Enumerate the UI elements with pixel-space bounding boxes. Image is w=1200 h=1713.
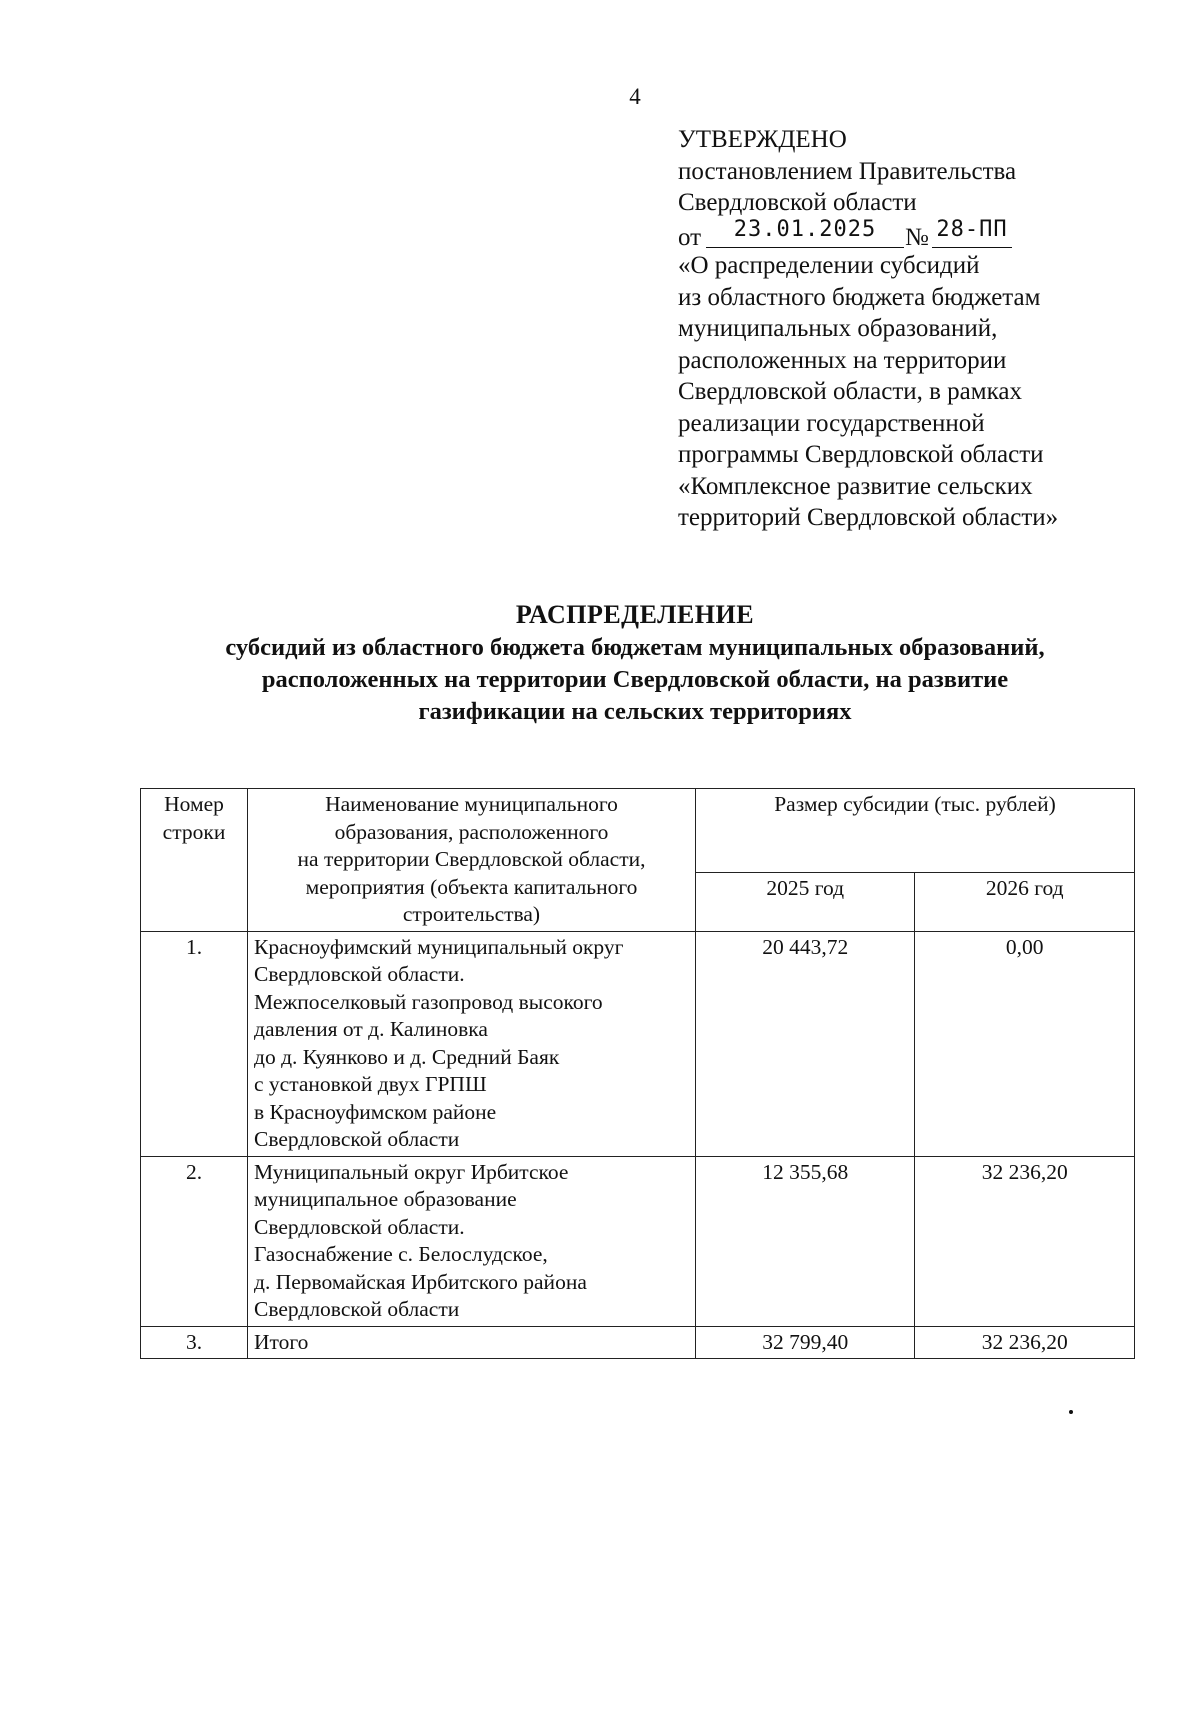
table-row-total xyxy=(141,1326,1135,1359)
approval-title-line: «Комплексное развитие сельских xyxy=(678,472,1033,500)
distribution-table xyxy=(140,788,1135,1359)
row-name-line: Свердловской области. xyxy=(254,1214,465,1239)
header-text-line: мероприятия (объекта капитального xyxy=(305,874,638,899)
row-name-line: Свердловской области xyxy=(254,1297,460,1321)
row-name xyxy=(248,931,696,1156)
row-name-line: давления от д. Калиновка xyxy=(254,1017,488,1041)
number-label: № xyxy=(905,223,929,251)
row-value-2025: 20 443,72 xyxy=(696,931,915,1156)
row-number: 1. xyxy=(141,931,248,1156)
header-year-2025: 2025 год xyxy=(696,873,915,932)
row-name-line: Итого xyxy=(254,1329,309,1354)
row-value-2026: 32 236,20 xyxy=(915,1326,1135,1359)
header-text-line: Номер xyxy=(164,792,224,816)
approval-title-line: из областного бюджета бюджетам xyxy=(678,283,1041,311)
row-name-line: Газоснабжение с. Белослудское, xyxy=(254,1242,548,1266)
row-number: 3. xyxy=(141,1326,248,1359)
scan-dot xyxy=(1069,1410,1073,1414)
row-name-line: Муниципальный округ Ирбитское xyxy=(254,1159,569,1184)
title-line: расположенных на территории Свердловской области, на развитие xyxy=(261,666,1009,693)
approval-line: постановлением Правительства xyxy=(678,157,1017,185)
row-name-line: с установкой двух ГРПШ xyxy=(254,1072,487,1096)
title-line: субсидий из областного бюджета бюджетам муниципальных образований, xyxy=(225,634,1045,661)
row-value-2026: 0,00 xyxy=(915,931,1135,1156)
table-header-row xyxy=(141,789,1135,873)
title-line: газификации на сельских территориях xyxy=(418,698,852,725)
row-name-line: Свердловской области. xyxy=(254,962,465,986)
approval-block xyxy=(678,124,1128,534)
row-name-line: Свердловской области xyxy=(254,1127,460,1151)
row-name-line: муниципальное образование xyxy=(254,1187,517,1211)
header-text-line: строки xyxy=(162,819,226,844)
header-text-line: образования, расположенного xyxy=(334,819,609,844)
number-field xyxy=(932,219,1012,248)
page-number: 4 xyxy=(629,84,641,109)
row-name xyxy=(248,1326,696,1359)
header-text-line: Наименование муниципального xyxy=(325,792,618,816)
row-value-2025: 32 799,40 xyxy=(696,1326,915,1359)
table-row xyxy=(141,1156,1135,1326)
approval-title-line: «О распределении субсидий xyxy=(678,252,980,279)
header-text-line: на территории Свердловской области, xyxy=(297,847,646,871)
approval-title-line: Свердловской области, в рамках xyxy=(678,378,1022,405)
row-name-line: Красноуфимский муниципальный округ xyxy=(254,934,624,959)
header-subsidy: Размер субсидии (тыс. рублей) xyxy=(696,789,1135,873)
row-name xyxy=(248,1156,696,1326)
header-year-2026: 2026 год xyxy=(915,873,1135,932)
row-value-2025: 12 355,68 xyxy=(696,1156,915,1326)
date-value: 23.01.2025 xyxy=(733,217,877,242)
row-name-line: в Красноуфимском районе xyxy=(254,1099,497,1124)
date-label: от xyxy=(678,223,702,251)
date-field xyxy=(706,219,904,248)
row-name-line: до д. Куянково и д. Средний Баяк xyxy=(254,1044,560,1069)
document-title xyxy=(130,598,1140,728)
header-name xyxy=(248,789,696,932)
table-row xyxy=(141,931,1135,1156)
approval-title-line: муниципальных образований, xyxy=(678,315,998,342)
row-name-line: Межпоселковый газопровод высокого xyxy=(254,989,603,1014)
approval-title-line: реализации государственной xyxy=(678,409,985,437)
number-value: 28-ПП xyxy=(936,217,1008,242)
row-number: 2. xyxy=(141,1156,248,1326)
approval-title-line: программы Свердловской области xyxy=(678,441,1044,468)
header-text-line: строительства) xyxy=(402,902,541,926)
approval-line: Свердловской области xyxy=(678,189,917,216)
approval-title-line: расположенных на территории xyxy=(678,346,1007,374)
approval-date-row xyxy=(678,219,1128,251)
row-value-2026: 32 236,20 xyxy=(915,1156,1135,1326)
title-heading: РАСПРЕДЕЛЕНИЕ xyxy=(515,600,755,629)
row-name-line: д. Первомайская Ирбитского района xyxy=(254,1269,587,1294)
approval-title-line: территорий Свердловской области» xyxy=(678,504,1059,531)
header-row-number xyxy=(141,789,248,932)
approval-heading: УТВЕРЖДЕНО xyxy=(678,126,847,153)
